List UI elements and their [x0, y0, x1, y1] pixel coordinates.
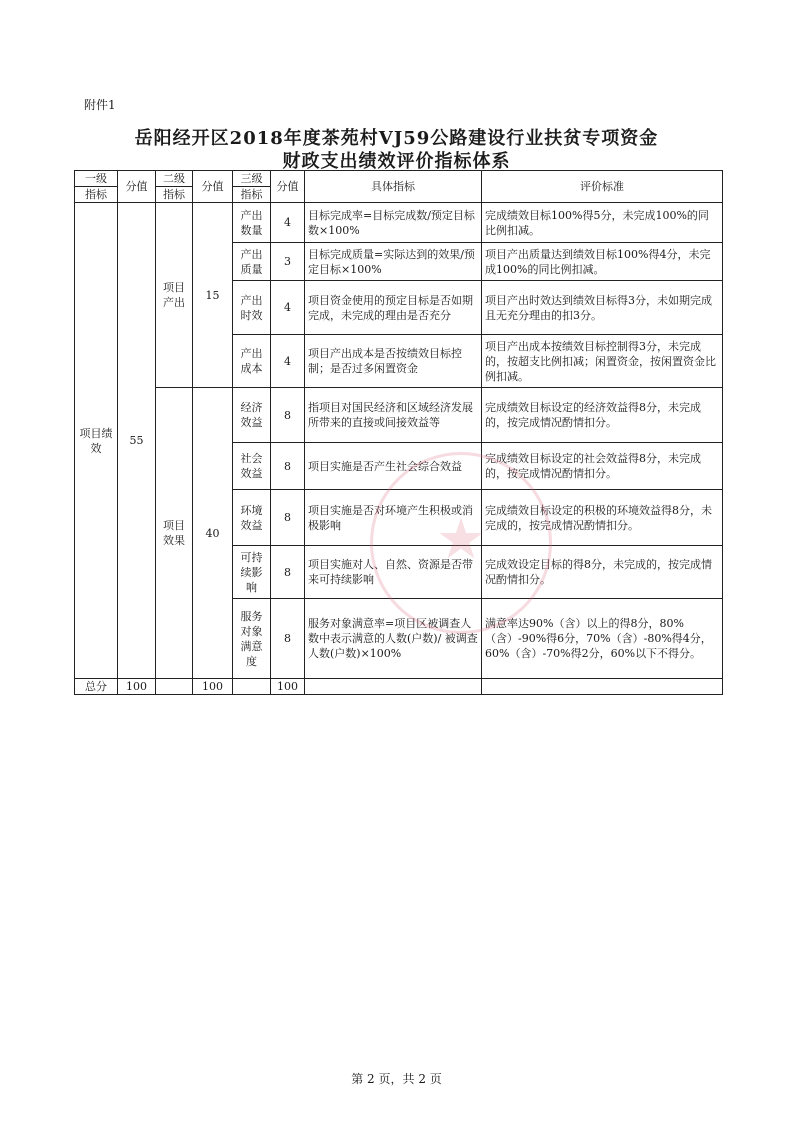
level3-score: 4: [271, 281, 305, 335]
indicator-cell: 指项目对国民经济和区域经济发展所带来的直接或间接效益等: [305, 388, 482, 443]
total-score1: 100: [118, 679, 156, 695]
header-level2-top: 二级: [156, 171, 193, 187]
header-score2: 分值: [193, 171, 233, 203]
page-number-footer: 第 2 页，共 2 页: [351, 1072, 442, 1086]
indicator-cell: 项目实施是否产生社会综合效益: [305, 443, 482, 490]
level3-score: 8: [271, 490, 305, 546]
criteria-cell: 项目产出质量达到绩效目标100%得4分，未完成100%的同比例扣减。: [482, 243, 723, 281]
header-indicator: 具体指标: [305, 171, 482, 203]
total-row: [75, 679, 723, 695]
level3-name: 产出成本: [233, 335, 271, 388]
header-level3-top: 三级: [233, 171, 271, 187]
level3-score: 8: [271, 388, 305, 443]
header-score1: 分值: [118, 171, 156, 203]
level3-name: 产出质量: [233, 243, 271, 281]
header-level1-bottom: 指标: [75, 187, 118, 203]
level3-score: 8: [271, 599, 305, 679]
indicator-cell: 项目资金使用的预定目标是否如期完成，未完成的理由是否充分: [305, 281, 482, 335]
level2-name: 项目产出: [156, 203, 193, 388]
level3-score: 4: [271, 203, 305, 243]
header-level3-bottom: 指标: [233, 187, 271, 203]
level3-name: 产出数量: [233, 203, 271, 243]
level2-name: 项目效果: [156, 388, 193, 679]
criteria-cell: 完成绩效目标100%得5分，未完成100%的同比例扣减。: [482, 203, 723, 243]
indicator-cell: 目标完成质量=实际达到的效果/预定目标×100%: [305, 243, 482, 281]
level3-name: 环境效益: [233, 490, 271, 546]
level3-score: 4: [271, 335, 305, 388]
indicator-cell: 服务对象满意率=项目区被调查人数中表示满意的人数(户数)/ 被调查人数(户数)×100%: [305, 599, 482, 679]
indicator-cell: 目标完成率=目标完成数/预定目标数×100%: [305, 203, 482, 243]
header-score3: 分值: [271, 171, 305, 203]
criteria-cell: 完成绩效目标设定的经济效益得8分，未完成的，按完成情况酌情扣分。: [482, 388, 723, 443]
seal-star-icon: ★: [435, 507, 487, 572]
level3-name: 产出时效: [233, 281, 271, 335]
table-row: [75, 388, 723, 443]
attachment-label: 附件1: [84, 98, 116, 112]
empty-cell: [156, 679, 193, 695]
empty-cell: [233, 679, 271, 695]
criteria-cell: 项目产出时效达到绩效目标得3分，未如期完成且无充分理由的扣3分。: [482, 281, 723, 335]
document-title-line1: 岳阳经开区2018年度茶苑村VJ59公路建设行业扶贫专项资金: [134, 128, 659, 149]
level3-score: 8: [271, 443, 305, 490]
document-title-line2: 财政支出绩效评价指标体系: [282, 151, 511, 172]
criteria-cell: 完成效设定目标的得8分，未完成的，按完成情况酌情扣分。: [482, 546, 723, 599]
header-row-top: [75, 171, 723, 187]
header-criteria: 评价标准: [482, 171, 723, 203]
level3-name: 社会效益: [233, 443, 271, 490]
level3-name: 可持续影响: [233, 546, 271, 599]
level3-score: 3: [271, 243, 305, 281]
criteria-cell: 完成绩效目标设定的社会效益得8分，未完成的，按完成情况酌情扣分。: [482, 443, 723, 490]
empty-cell: [482, 679, 723, 695]
level3-name: 经济效益: [233, 388, 271, 443]
criteria-cell: 完成绩效目标设定的积极的环境效益得8分，未完成的，按完成情况酌情扣分。: [482, 490, 723, 546]
total-score2: 100: [193, 679, 233, 695]
level3-score: 8: [271, 546, 305, 599]
indicator-cell: 项目实施对人、自然、资源是否带来可持续影响: [305, 546, 482, 599]
criteria-cell: 项目产出成本按绩效目标控制得3分，未完成的，按超支比例扣减；闲置资金，按闲置资金比例扣减。: [482, 335, 723, 388]
criteria-cell: 满意率达90%（含）以上的得8分，80%（含）-90%得6分，70%（含）-80%得4分，60%（含）-70%得2分，60%以下不得分。: [482, 599, 723, 679]
header-level2-bottom: 指标: [156, 187, 193, 203]
indicator-table: [74, 170, 723, 695]
level2-score: 40: [193, 388, 233, 679]
table-row: [75, 203, 723, 243]
level3-name: 服务对象满意度: [233, 599, 271, 679]
total-label: 总分: [75, 679, 118, 695]
level1-name: 项目绩效: [75, 203, 118, 679]
empty-cell: [305, 679, 482, 695]
header-level1-top: 一级: [75, 171, 118, 187]
level2-score: 15: [193, 203, 233, 388]
level1-score: 55: [118, 203, 156, 679]
indicator-cell: 项目产出成本是否按绩效目标控制；是否过多闲置资金: [305, 335, 482, 388]
indicator-cell: 项目实施是否对环境产生积极或消极影响: [305, 490, 482, 546]
total-score3: 100: [271, 679, 305, 695]
